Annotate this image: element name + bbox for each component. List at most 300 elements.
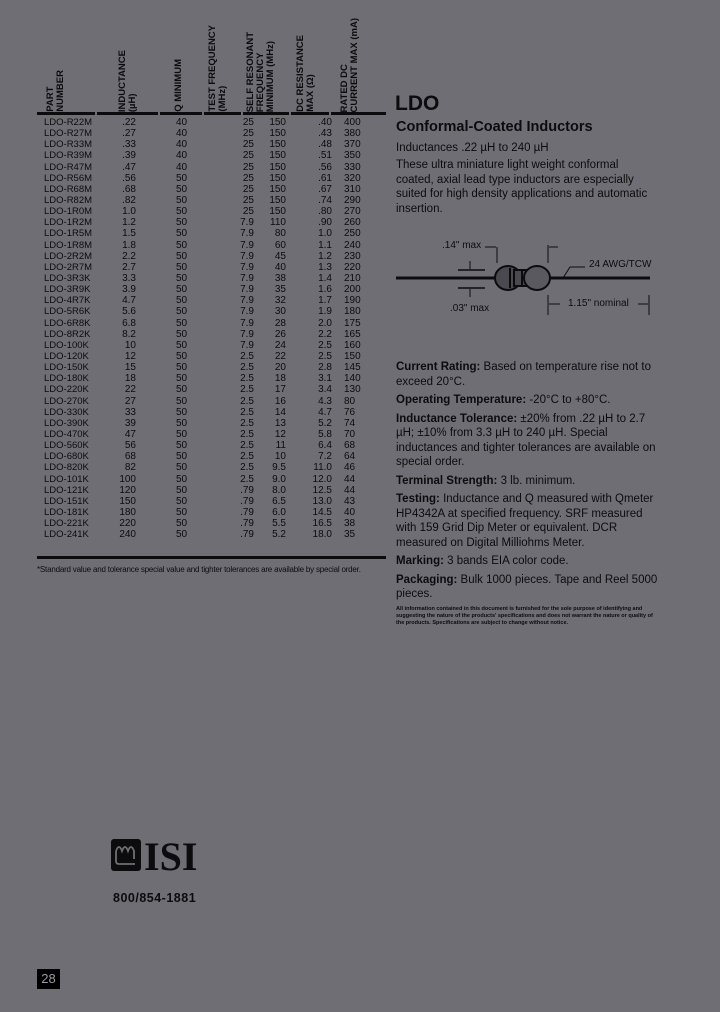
cell-test-frequency: 7.9 — [240, 317, 254, 329]
cell-rated-current: 290 — [344, 194, 361, 206]
table-row — [36, 407, 386, 418]
table-row — [36, 396, 386, 407]
table-row — [36, 507, 386, 518]
cell-inductance: .47 — [122, 161, 136, 173]
cell-q-minimum: 50 — [176, 417, 188, 429]
cell-rated-current: 190 — [344, 295, 361, 307]
cell-test-frequency: 25 — [242, 183, 254, 195]
isi-logo-icon — [111, 837, 216, 877]
cell-q-minimum: 50 — [176, 250, 188, 262]
cell-part-number: LDO-R33M — [44, 139, 93, 151]
cell-srf: 150 — [269, 139, 286, 151]
cell-rated-current: 80 — [344, 395, 356, 407]
cell-dc-resistance: .90 — [318, 217, 332, 229]
phone-number: 800/854-1881 — [113, 891, 197, 905]
cell-rated-current: 320 — [344, 172, 361, 184]
cell-inductance: 3.3 — [122, 272, 136, 284]
table-row — [36, 384, 386, 395]
cell-part-number: LDO-1R8M — [44, 239, 93, 251]
cell-part-number: LDO-R22M — [44, 117, 93, 128]
cell-srf: 38 — [274, 272, 286, 284]
cell-srf: 150 — [269, 161, 286, 173]
spec-inductance-tolerance — [396, 412, 658, 470]
cell-test-frequency: 25 — [242, 172, 254, 184]
cell-rated-current: 240 — [344, 239, 361, 251]
cell-dc-resistance: 6.4 — [318, 440, 332, 452]
cell-part-number: LDO-180K — [44, 373, 89, 385]
cell-srf: 150 — [269, 172, 286, 184]
cell-srf: 150 — [269, 194, 286, 206]
cell-srf: 22 — [274, 350, 286, 362]
cell-test-frequency: 7.9 — [240, 339, 254, 351]
cell-srf: 40 — [274, 261, 286, 273]
cell-rated-current: 200 — [344, 284, 361, 296]
table-row — [36, 362, 386, 373]
cell-q-minimum: 40 — [176, 117, 188, 128]
cell-dc-resistance: .67 — [318, 183, 332, 195]
cell-part-number: LDO-R39M — [44, 150, 93, 162]
cell-test-frequency: 2.5 — [240, 350, 254, 362]
cell-srf: 9.5 — [272, 462, 286, 474]
cell-q-minimum: 50 — [176, 194, 188, 206]
cell-rated-current: 350 — [344, 150, 361, 162]
cell-srf: 8.0 — [272, 484, 286, 496]
cell-dc-resistance: .43 — [318, 128, 332, 140]
header-rule — [243, 112, 289, 115]
cell-srf: 6.0 — [272, 506, 286, 518]
cell-q-minimum: 50 — [176, 350, 188, 362]
header-part-number: PART NUMBER — [45, 70, 66, 112]
cell-inductance: 100 — [119, 473, 136, 485]
cell-rated-current: 330 — [344, 161, 361, 173]
cell-q-minimum: 50 — [176, 284, 188, 296]
table-row — [36, 429, 386, 440]
cell-rated-current: 68 — [344, 440, 356, 452]
cell-dc-resistance: .80 — [318, 206, 332, 218]
lead-length-label: 1.15" nominal — [568, 298, 629, 309]
cell-inductance: 1.2 — [122, 217, 136, 229]
cell-rated-current: 46 — [344, 462, 356, 474]
cell-part-number: LDO-3R3K — [44, 272, 91, 284]
spec-operating-temperature — [396, 393, 658, 408]
cell-q-minimum: 40 — [176, 150, 188, 162]
product-description: These ultra miniature light weight conformal coated, axial lead type inductors are especially suited for high density applications and automatic insertion. — [396, 159, 648, 215]
cell-test-frequency: 2.5 — [240, 473, 254, 485]
cell-srf: 60 — [274, 239, 286, 251]
table-row — [36, 173, 386, 184]
cell-test-frequency: .79 — [240, 529, 254, 541]
cell-q-minimum: 40 — [176, 128, 188, 140]
cell-test-frequency: .79 — [240, 518, 254, 530]
spec-label: Testing: — [396, 493, 440, 505]
cell-q-minimum: 50 — [176, 206, 188, 218]
cell-inductance: 22 — [124, 384, 136, 396]
table-row — [36, 418, 386, 429]
cell-inductance: 120 — [119, 484, 136, 496]
table-row — [36, 496, 386, 507]
cell-rated-current: 400 — [344, 117, 361, 128]
cell-rated-current: 38 — [344, 518, 356, 530]
table-row — [36, 217, 386, 228]
table-row — [36, 485, 386, 496]
cell-dc-resistance: 1.6 — [318, 284, 332, 296]
table-row — [36, 340, 386, 351]
cell-rated-current: 35 — [344, 529, 356, 541]
cell-rated-current: 260 — [344, 217, 361, 229]
table-row — [36, 262, 386, 273]
cell-test-frequency: 7.9 — [240, 272, 254, 284]
cell-rated-current: 74 — [344, 417, 356, 429]
table-row — [36, 351, 386, 362]
header-rule — [331, 112, 386, 115]
spec-text: Inductance and Q measured with Qmeter HP4342A at specified frequency. SRF measured with 159 Grid Dip Meter or equivalent. DCR measured on Digital Milliohms Meter. — [396, 493, 654, 549]
table-row — [36, 195, 386, 206]
cell-rated-current: 44 — [344, 473, 356, 485]
product-title: LDO — [395, 92, 440, 115]
cell-part-number: LDO-2R2M — [44, 250, 93, 262]
cell-q-minimum: 50 — [176, 328, 188, 340]
cell-test-frequency: 2.5 — [240, 373, 254, 385]
spec-terminal-strength — [396, 474, 658, 489]
page-number: 28 — [37, 969, 60, 989]
cell-inductance: 8.2 — [122, 328, 136, 340]
cell-srf: 20 — [274, 362, 286, 374]
product-subtitle: Conformal-Coated Inductors — [396, 119, 593, 135]
table-row — [36, 462, 386, 473]
cell-test-frequency: 2.5 — [240, 384, 254, 396]
cell-part-number: LDO-5R6K — [44, 306, 91, 318]
spec-text: Bulk 1000 pieces. Tape and Reel 5000 pieces. — [396, 573, 658, 600]
table-row — [36, 529, 386, 540]
cell-test-frequency: 2.5 — [240, 440, 254, 452]
cell-rated-current: 43 — [344, 495, 356, 507]
cell-test-frequency: 25 — [242, 117, 254, 128]
cell-part-number: LDO-181K — [44, 506, 89, 518]
header-q-minimum: Q MINIMUM — [173, 59, 184, 112]
cell-q-minimum: 50 — [176, 484, 188, 496]
cell-part-number: LDO-6R8K — [44, 317, 91, 329]
table-row — [36, 329, 386, 340]
header-inductance: INDUCTANCE (µH) — [117, 49, 138, 112]
header-rule — [204, 112, 241, 115]
cell-rated-current: 150 — [344, 350, 361, 362]
cell-srf: 18 — [274, 373, 286, 385]
cell-rated-current: 130 — [344, 384, 361, 396]
cell-test-frequency: 2.5 — [240, 417, 254, 429]
spec-marking — [396, 554, 658, 569]
cell-inductance: .82 — [122, 194, 136, 206]
cell-inductance: .33 — [122, 139, 136, 151]
table-row — [36, 474, 386, 485]
table-header — [40, 12, 385, 112]
cell-part-number: LDO-121K — [44, 484, 89, 496]
table-row — [36, 117, 386, 128]
header-rule — [160, 112, 202, 115]
table-row — [36, 373, 386, 384]
cell-rated-current: 165 — [344, 328, 361, 340]
table-row — [36, 518, 386, 529]
cell-rated-current: 230 — [344, 250, 361, 262]
cell-rated-current: 210 — [344, 272, 361, 284]
cell-q-minimum: 50 — [176, 183, 188, 195]
cell-srf: 150 — [269, 117, 286, 128]
cell-rated-current: 380 — [344, 128, 361, 140]
cell-inductance: 1.8 — [122, 239, 136, 251]
body-length-label: .14" max — [442, 240, 482, 251]
cell-test-frequency: 7.9 — [240, 228, 254, 240]
cell-dc-resistance: 11.0 — [313, 462, 332, 474]
cell-inductance: 33 — [124, 406, 136, 418]
cell-part-number: LDO-1R0M — [44, 206, 93, 218]
cell-q-minimum: 50 — [176, 462, 188, 474]
spec-label: Terminal Strength: — [396, 474, 498, 487]
cell-test-frequency: 25 — [242, 206, 254, 218]
spec-text: ±20% from .22 µH to 2.7 µH; ±10% from 3.3 µH to 240 µH. Special inductances and tighter tolerances are available on special order. — [396, 412, 656, 468]
cell-dc-resistance: 3.1 — [318, 373, 332, 385]
cell-dc-resistance: 2.8 — [318, 362, 332, 374]
cell-dc-resistance: 4.3 — [318, 395, 332, 407]
cell-dc-resistance: 1.4 — [318, 272, 332, 284]
cell-test-frequency: 7.9 — [240, 261, 254, 273]
cell-rated-current: 44 — [344, 484, 356, 496]
cell-part-number: LDO-151K — [44, 495, 89, 507]
table-row — [36, 273, 386, 284]
isi-logo — [111, 837, 216, 882]
cell-srf: 28 — [274, 317, 286, 329]
cell-srf: 5.2 — [272, 529, 286, 541]
cell-part-number: LDO-R47M — [44, 161, 93, 173]
cell-q-minimum: 50 — [176, 317, 188, 329]
cell-rated-current: 270 — [344, 206, 361, 218]
cell-rated-current: 64 — [344, 451, 356, 463]
cell-q-minimum: 50 — [176, 451, 188, 463]
cell-test-frequency: 25 — [242, 161, 254, 173]
cell-dc-resistance: 18.0 — [312, 529, 332, 541]
cell-inductance: 2.7 — [122, 261, 136, 273]
wire-gauge-label: 24 AWG/TCW — [589, 259, 652, 270]
cell-test-frequency: 7.9 — [240, 295, 254, 307]
cell-test-frequency: 25 — [242, 139, 254, 151]
cell-dc-resistance: 1.7 — [318, 295, 332, 307]
table-row — [36, 306, 386, 317]
cell-q-minimum: 50 — [176, 395, 188, 407]
cell-srf: 150 — [269, 206, 286, 218]
cell-inductance: 5.6 — [122, 306, 136, 318]
cell-inductance: .68 — [122, 183, 136, 195]
cell-dc-resistance: 12.5 — [312, 484, 332, 496]
cell-q-minimum: 50 — [176, 373, 188, 385]
cell-dc-resistance: 2.5 — [318, 339, 332, 351]
cell-srf: 12 — [274, 428, 286, 440]
cell-inductance: .39 — [122, 150, 136, 162]
cell-rated-current: 145 — [344, 362, 361, 374]
cell-dc-resistance: 5.8 — [318, 428, 332, 440]
cell-srf: 30 — [274, 306, 286, 318]
cell-inductance: 2.2 — [122, 250, 136, 262]
cell-test-frequency: 25 — [242, 150, 254, 162]
cell-rated-current: 220 — [344, 261, 361, 273]
cell-test-frequency: 2.5 — [240, 428, 254, 440]
cell-inductance: 150 — [119, 495, 136, 507]
table-row — [36, 139, 386, 150]
inductor-drawing — [390, 225, 690, 325]
cell-srf: 14 — [274, 406, 286, 418]
cell-part-number: LDO-8R2K — [44, 328, 91, 340]
cell-dc-resistance: 1.1 — [318, 239, 332, 251]
cell-srf: 80 — [274, 228, 286, 240]
cell-dc-resistance: 3.4 — [318, 384, 332, 396]
cell-test-frequency: 7.9 — [240, 328, 254, 340]
cell-part-number: LDO-150K — [44, 362, 89, 374]
cell-srf: 9.0 — [272, 473, 286, 485]
cell-srf: 11 — [275, 440, 286, 452]
cell-q-minimum: 50 — [176, 306, 188, 318]
table-row — [36, 284, 386, 295]
cell-q-minimum: 50 — [176, 239, 188, 251]
cell-inductance: 180 — [119, 506, 136, 518]
cell-rated-current: 180 — [344, 306, 361, 318]
cell-q-minimum: 50 — [176, 529, 188, 541]
cell-dc-resistance: .48 — [318, 139, 332, 151]
cell-inductance: 3.9 — [122, 284, 136, 296]
spec-label: Marking: — [396, 555, 444, 567]
cell-q-minimum: 50 — [176, 406, 188, 418]
cell-part-number: LDO-1R2M — [44, 217, 93, 229]
spec-packaging — [396, 573, 658, 602]
cell-inductance: 56 — [124, 440, 136, 452]
header-test-frequency: TEST FREQUENCY (MHz) — [207, 25, 228, 112]
cell-q-minimum: 50 — [176, 339, 188, 351]
cell-dc-resistance: 13.0 — [312, 495, 332, 507]
cell-inductance: 68 — [124, 451, 136, 463]
cell-q-minimum: 50 — [176, 495, 188, 507]
cell-inductance: 10 — [124, 339, 136, 351]
header-dc-resistance: DC RESISTANCE MAX (Ω) — [295, 35, 316, 112]
cell-rated-current: 76 — [344, 406, 356, 418]
cell-srf: 35 — [274, 284, 286, 296]
cell-dc-resistance: 2.2 — [318, 328, 332, 340]
cell-dc-resistance: .56 — [318, 161, 332, 173]
cell-part-number: LDO-2R7M — [44, 261, 93, 273]
table-row — [36, 206, 386, 217]
cell-srf: 150 — [269, 128, 286, 140]
cell-test-frequency: 7.9 — [240, 217, 254, 229]
cell-test-frequency: .79 — [240, 484, 254, 496]
cell-srf: 32 — [274, 295, 286, 307]
cell-test-frequency: .79 — [240, 506, 254, 518]
cell-srf: 150 — [269, 150, 286, 162]
cell-rated-current: 40 — [344, 506, 356, 518]
table-row — [36, 128, 386, 139]
spec-label: Current Rating: — [396, 361, 481, 373]
spec-text: 3 lb. minimum. — [497, 474, 576, 487]
cell-dc-resistance: 1.0 — [318, 228, 332, 240]
cell-dc-resistance: 14.5 — [312, 506, 332, 518]
cell-part-number: LDO-680K — [44, 451, 89, 463]
cell-test-frequency: 25 — [242, 128, 254, 140]
diameter-label: .03" max — [450, 303, 490, 314]
cell-rated-current: 70 — [344, 428, 356, 440]
cell-q-minimum: 50 — [176, 172, 188, 184]
cell-inductance: 4.7 — [122, 295, 136, 307]
cell-q-minimum: 40 — [176, 161, 188, 173]
cell-inductance: .22 — [122, 117, 136, 128]
cell-test-frequency: 2.5 — [240, 451, 254, 463]
cell-srf: 24 — [274, 339, 286, 351]
cell-part-number: LDO-560K — [44, 440, 89, 452]
cell-srf: 26 — [274, 328, 286, 340]
table-row — [36, 451, 386, 462]
cell-inductance: 39 — [124, 417, 136, 429]
cell-part-number: LDO-R82M — [44, 194, 93, 206]
cell-dc-resistance: .61 — [318, 172, 332, 184]
cell-rated-current: 370 — [344, 139, 361, 151]
cell-part-number: LDO-220K — [44, 384, 89, 396]
cell-srf: 17 — [274, 384, 286, 396]
cell-inductance: 18 — [124, 373, 136, 385]
cell-inductance: 220 — [119, 518, 136, 530]
cell-srf: 6.5 — [272, 495, 286, 507]
cell-srf: 13 — [274, 417, 286, 429]
spec-testing — [396, 492, 658, 550]
cell-inductance: .27 — [122, 128, 136, 140]
legal-disclaimer: All information contained in this document is furnished for the sole purpose of identifying and suggesting the nature of the products' specifications and does not warrant the nature or quality of the products. Specifications are subject to change without notice. — [396, 605, 653, 626]
cell-part-number: LDO-3R9K — [44, 284, 91, 296]
table-row — [36, 162, 386, 173]
cell-dc-resistance: .40 — [318, 117, 332, 128]
cell-test-frequency: 2.5 — [240, 406, 254, 418]
cell-q-minimum: 50 — [176, 228, 188, 240]
cell-q-minimum: 50 — [176, 473, 188, 485]
cell-q-minimum: 50 — [176, 362, 188, 374]
cell-q-minimum: 50 — [176, 506, 188, 518]
cell-part-number: LDO-470K — [44, 428, 89, 440]
inductor-dimension-diagram — [390, 225, 690, 325]
table-row — [36, 318, 386, 329]
cell-test-frequency: 7.9 — [240, 284, 254, 296]
header-rule — [291, 112, 329, 115]
svg-text:ISI: ISI — [144, 837, 198, 877]
cell-inductance: 1.0 — [122, 206, 136, 218]
cell-test-frequency: .79 — [240, 495, 254, 507]
cell-rated-current: 160 — [344, 339, 361, 351]
cell-part-number: LDO-R56M — [44, 172, 93, 184]
cell-test-frequency: 7.9 — [240, 250, 254, 262]
table-bottom-rule — [37, 556, 386, 559]
cell-dc-resistance: 2.5 — [318, 350, 332, 362]
table-row — [36, 251, 386, 262]
inductance-range: Inductances .22 µH to 240 µH — [396, 142, 549, 154]
cell-dc-resistance: 1.2 — [318, 250, 332, 262]
cell-inductance: 240 — [119, 529, 136, 541]
cell-dc-resistance: 16.5 — [312, 518, 332, 530]
spec-text: 3 bands EIA color code. — [443, 555, 569, 567]
cell-dc-resistance: .74 — [318, 194, 332, 206]
cell-test-frequency: 7.9 — [240, 306, 254, 318]
spec-label: Inductance Tolerance: — [396, 412, 518, 425]
cell-part-number: LDO-241K — [44, 529, 89, 541]
cell-dc-resistance: .51 — [318, 150, 332, 162]
cell-srf: 45 — [274, 250, 286, 262]
cell-dc-resistance: 1.9 — [318, 306, 332, 318]
cell-srf: 110 — [270, 217, 286, 229]
cell-q-minimum: 50 — [176, 261, 188, 273]
cell-rated-current: 310 — [344, 183, 361, 195]
cell-part-number: LDO-101K — [44, 473, 89, 485]
cell-dc-resistance: 4.7 — [318, 406, 332, 418]
cell-part-number: LDO-R27M — [44, 128, 93, 140]
cell-part-number: LDO-4R7K — [44, 295, 91, 307]
